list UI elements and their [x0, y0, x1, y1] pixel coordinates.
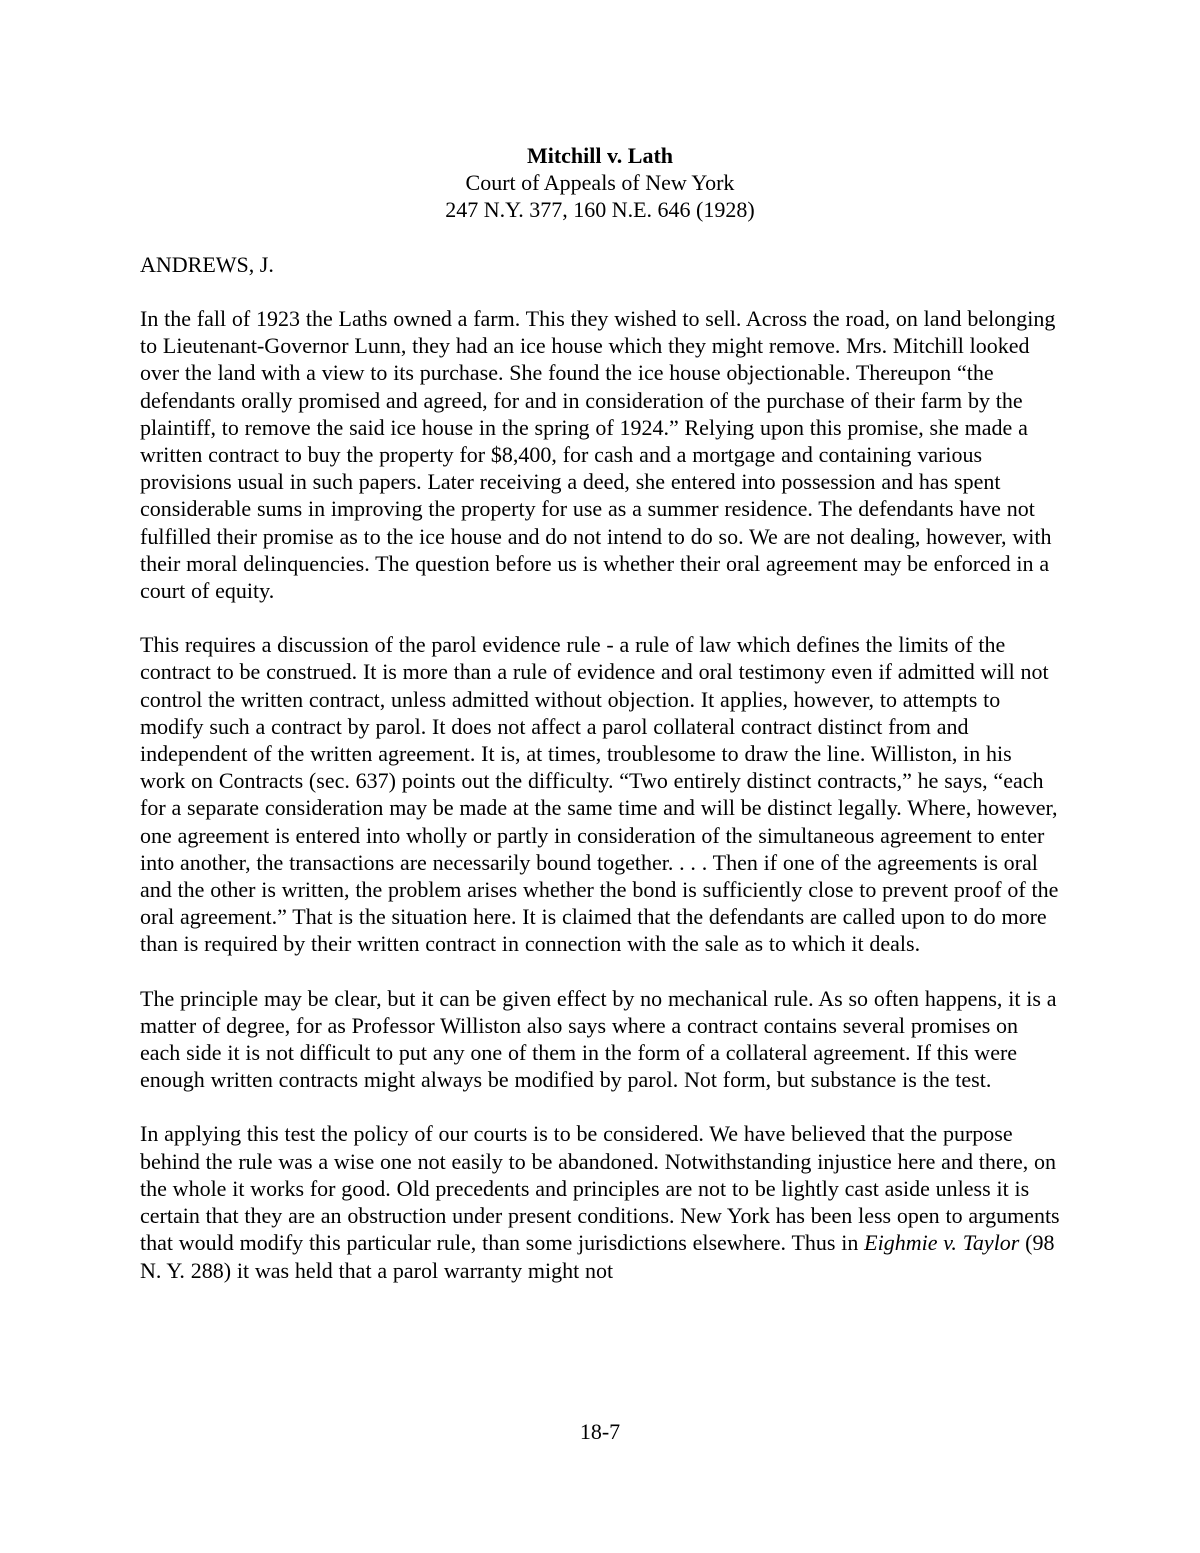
page-number: 18-7 — [579, 1419, 621, 1444]
judge-name: ANDREWS, J. — [140, 252, 274, 277]
paragraph-4 — [140, 1120, 1062, 1283]
case-citation: 247 N.Y. 377, 160 N.E. 646 (1928) — [445, 197, 755, 222]
court-name: Court of Appeals of New York — [465, 170, 735, 195]
paragraph-3: The principle may be clear, but it can be given effect by no mechanical rule. As so often happens, it is a matter of degree, for as Professor Williston also says where a contract contains several promises on each side it is not difficult to put any one of them in the form of a collateral agreement. If this were enough written contracts might always be modified by parol. Not form, but substance is the test. — [140, 985, 1057, 1093]
paragraph-2: This requires a discussion of the parol evidence rule - a rule of law which defines the limits of the contract to be construed. It is more than a rule of evidence and oral testimony even if admitted will not control the written contract, unless admitted without objection. It applies, however, to attempts to modify such a contract by parol. It does not affect a parol collateral contract distinct from and independent of the written agreement. It is, at times, troublesome to draw the line. Williston, in his work on Contracts (sec. 637) points out the difficulty. “Two entirely distinct contracts,” he says, “each for a separate consideration may be made at the same time and will be distinct legally. Where, however, one agreement is entered into wholly or partly in consideration of the simultaneous agreement to enter into another, the transactions are necessarily bound together. . . . Then if one of the agreements is oral and the other is written, the problem arises whether the bond is sufficiently close to prevent proof of the oral agreement.” That is the situation here. It is claimed that the defendants are called upon to do more than is required by their written contract in connection with the sale as to which it deals. — [140, 632, 1059, 957]
case-title: Mitchill v. Lath — [526, 143, 674, 168]
case-reference: Eighmie v. Taylor — [864, 1230, 1020, 1256]
case-header — [0, 142, 1200, 223]
paragraph-1: In the fall of 1923 the Laths owned a farm. This they wished to sell. Across the road, on land belonging to Lieutenant-Governor Lunn, they had an ice house which they might remove. Mrs. Mitchill looked over the land with a view to its purchase. She found the ice house objectionable. Thereupon “the defendants orally promised and agreed, for and in consideration of the purchase of their farm by the plaintiff, to remove the said ice house in the spring of 1924.” Relying upon this promise, she made a written contract to buy the property for $8,400, for cash and a mortgage and containing various provisions usual in such papers. Later receiving a deed, she entered into possession and has spent considerable sums in improving the property for use as a summer residence. The defendants have not fulfilled their promise as to the ice house and do not intend to do so. We are not dealing, however, with their moral delinquencies. The question before us is whether their oral agreement may be enforced in a court of equity. — [140, 306, 1056, 604]
paragraph-4-text-before: In applying this test the policy of our courts is to be considered. We have believed that the purpose behind the rule was a wise one not easily to be abandoned. Notwithstanding injustice here and there, on the whole it works for good. Old precedents and principles are not to be lightly cast aside unless it is certain that they are an obstruction under present conditions. New York has been less open to arguments that would modify this particular rule, than some jurisdictions elsewhere. Thus in — [140, 1121, 1060, 1256]
opinion-body — [140, 305, 1062, 1311]
paragraph-4-text-after: (98 N. Y. 288) it was held that a parol warranty might not — [140, 1230, 1055, 1283]
